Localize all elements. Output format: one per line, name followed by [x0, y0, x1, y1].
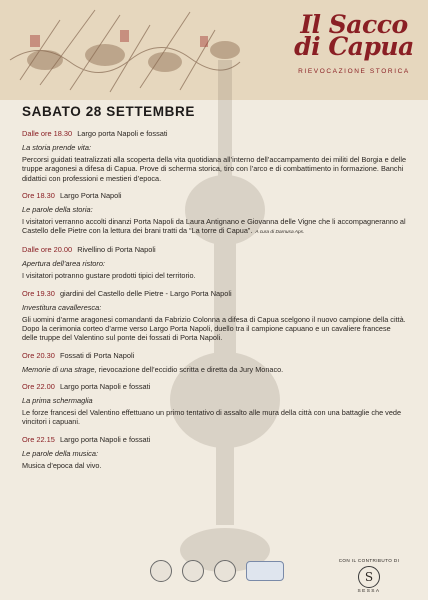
event-header	[22, 435, 408, 445]
event-5	[22, 351, 408, 374]
contribution-block	[334, 558, 404, 594]
event-description	[22, 365, 408, 374]
logo-title-line1: Il Sacco	[300, 10, 408, 39]
event-description: Musica d’epoca dal vivo.	[22, 460, 102, 470]
event-header	[22, 289, 408, 299]
ministry-logo-icon	[246, 561, 284, 581]
sponsor-crest-icon	[182, 560, 204, 582]
event-place: Largo Porta Napoli	[59, 190, 122, 200]
event-6	[22, 382, 408, 427]
event-header	[22, 129, 408, 139]
event-place: Largo porta Napoli e fossati	[59, 381, 151, 391]
event-credit: A cura di Darnusa Aps.	[255, 230, 305, 236]
event-label: Le parole della musica:	[22, 448, 99, 458]
contribution-label: CON IL CONTRIBUTO DI	[338, 558, 400, 563]
event-place: Largo porta Napoli e fossati	[59, 434, 151, 444]
sponsor-seal-icon	[150, 560, 172, 582]
event-description: Gli uomini d’arme aragonesi comandanti da Fabrizio Colonna a difesa di Capua scelgono il nuovo campione della città. Dopo la cerimonia corteo d’arme verso Largo Porta Napoli, duello tra il campione capuano e un cavaliere francese delle truppe del Valentino sul ponte dei fossati di Porta Napoli.	[22, 314, 406, 343]
sponsor-emblem-icon	[214, 560, 236, 582]
event-place: Largo porta Napoli e fossati	[77, 129, 168, 138]
date-title: SABATO 28 SETTEMBRE	[22, 104, 195, 119]
event-description: Percorsi guidati teatralizzati alla scoperta della vita quotidiana all’interno dell’accampamento dei militi del Borgia e delle truppe aragonesi a difesa di Capua. Prove di scherma storica, tiro con l’arco e di combattimento in formazione. Banchi didattici con professioni e mestieri d’epoca.	[22, 155, 407, 183]
event-header	[22, 191, 408, 201]
logo-subtitle: RIEVOCAZIONE STORICA	[298, 68, 410, 75]
event-time: Ore 20.30	[22, 350, 55, 360]
event-2	[22, 191, 408, 238]
event-label: La storia prende vita:	[22, 143, 92, 152]
event-1	[22, 129, 408, 183]
sessa-logo-name: SESSA	[357, 589, 381, 594]
event-label: Le parole della storia:	[22, 204, 93, 214]
event-3	[22, 245, 408, 280]
logo-title-line2: di Capua	[294, 32, 414, 61]
program-content	[22, 104, 408, 478]
event-description-text: I visitatori verranno accolti dinanzi Porta Napoli da Laura Antignano e Giovanna delle Vigne che li accompagneranno al Castello delle Pietre con la lettura dei brani tratti da “La torre di Capua”.	[22, 216, 406, 236]
event-description	[22, 217, 408, 238]
event-time: Ore 18.30	[22, 190, 55, 200]
event-place: Rivellino di Porta Napoli	[77, 245, 156, 255]
sponsor-logos	[150, 556, 284, 586]
event-label: Apertura dell’area ristoro:	[22, 259, 105, 269]
event-time: Ore 22.15	[22, 434, 55, 444]
event-inline-description: rievocazione dell’eccidio scritta e diretta da Jury Monaco.	[96, 364, 284, 374]
event-time: Ore 22.00	[22, 381, 55, 391]
event-inline-label: Memorie di una strage,	[22, 364, 97, 374]
event-label: La prima schermaglia	[22, 395, 93, 405]
sessa-logo-icon: S	[358, 566, 380, 588]
event-time: Ore 19.30	[22, 288, 55, 298]
event-place: giardini del Castello delle Pietre - Largo Porta Napoli	[59, 288, 232, 298]
event-description: I visitatori potranno gustare prodotti tipici del territorio.	[22, 271, 196, 281]
event-time: Dalle ore 18.30	[22, 129, 73, 138]
event-header	[22, 245, 408, 255]
event-7	[22, 435, 408, 470]
event-place: Fossati di Porta Napoli	[59, 350, 135, 360]
event-label: Investitura cavalleresca:	[22, 302, 102, 312]
event-logo	[294, 10, 414, 75]
event-4	[22, 289, 408, 343]
event-time: Dalle ore 20.00	[22, 245, 73, 255]
event-header	[22, 382, 408, 392]
event-description: Le forze francesi del Valentino effettuano un primo tentativo di assalto alle mura della città con una battaglie che vede vincitori i capuani.	[22, 407, 401, 427]
event-header	[22, 351, 408, 361]
